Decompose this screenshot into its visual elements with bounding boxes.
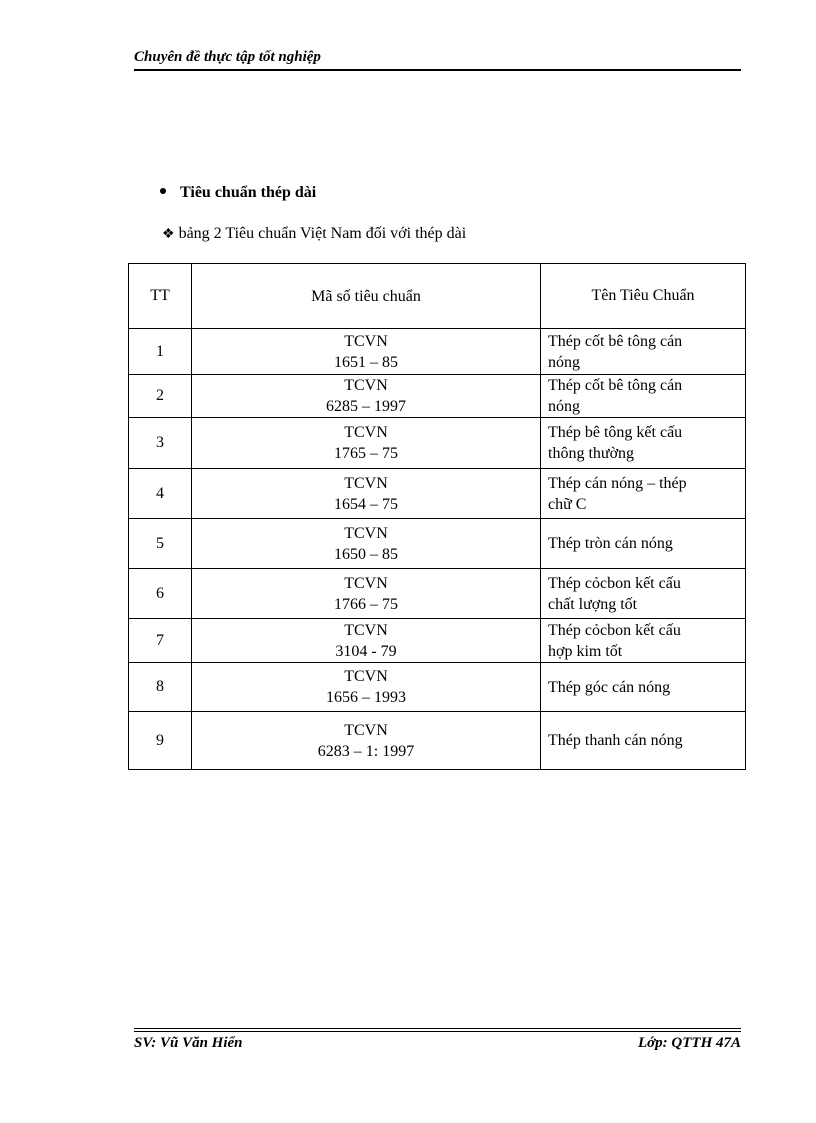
code-prefix: TCVN xyxy=(344,524,388,542)
section-heading xyxy=(160,184,316,202)
header-title: Chuyên đề thực tập tốt nghiệp xyxy=(134,49,321,65)
table-row xyxy=(129,519,746,569)
code-number: 6283 – 1: 1997 xyxy=(317,742,415,760)
row-code xyxy=(192,375,541,418)
name-line: nóng xyxy=(548,398,580,415)
table-row xyxy=(129,663,746,712)
row-code xyxy=(192,712,541,770)
row-tt: 1 xyxy=(129,329,192,375)
page-header xyxy=(134,48,741,66)
row-name xyxy=(541,712,746,770)
table-row xyxy=(129,619,746,663)
code-number: 1656 – 1993 xyxy=(326,689,406,706)
row-code xyxy=(192,329,541,375)
name-line: Thép bê tông kết cấu xyxy=(548,424,683,441)
row-tt: 3 xyxy=(129,418,192,469)
code-number: 1765 – 75 xyxy=(334,445,398,462)
row-name xyxy=(541,569,746,619)
name-line: Thép cốt bê tông cán xyxy=(548,332,683,350)
code-number: 1650 – 85 xyxy=(334,545,398,563)
code-number: 3104 - 79 xyxy=(335,642,397,660)
footer-divider xyxy=(134,1028,741,1029)
code-prefix: TCVN xyxy=(344,668,388,685)
row-tt: 6 xyxy=(129,569,192,619)
code-number: 1766 – 75 xyxy=(334,595,398,613)
name-line: chất lượng tốt xyxy=(548,595,638,613)
code-prefix: TCVN xyxy=(344,424,388,441)
table-caption-text: bảng 2 Tiêu chuẩn Việt Nam đối với thép dài xyxy=(178,225,467,242)
table-caption xyxy=(162,225,466,243)
row-name xyxy=(541,663,746,712)
code-prefix: TCVN xyxy=(344,332,388,350)
name-line: thông thường xyxy=(548,445,635,462)
table-header-row xyxy=(129,264,746,329)
code-prefix: TCVN xyxy=(344,377,388,394)
row-name xyxy=(541,469,746,519)
name-line: Thép góc cán nóng xyxy=(548,678,671,696)
row-name xyxy=(541,375,746,418)
section-heading-text: Tiêu chuẩn thép dài xyxy=(180,184,317,201)
code-prefix: TCVN xyxy=(344,621,388,639)
row-name xyxy=(541,329,746,375)
row-code xyxy=(192,469,541,519)
table-row xyxy=(129,569,746,619)
table-row xyxy=(129,469,746,519)
header-code: Mã số tiêu chuẩn xyxy=(192,264,541,329)
code-prefix: TCVN xyxy=(344,721,388,739)
code-prefix: TCVN xyxy=(344,474,388,492)
code-number: 1651 – 85 xyxy=(334,353,398,371)
name-line: Thép cốt bê tông cán xyxy=(548,377,683,394)
name-line: hợp kim tốt xyxy=(548,642,623,660)
name-line: Thép cỏcbon kết cấu xyxy=(548,621,681,639)
header-name: Tên Tiêu Chuẩn xyxy=(541,264,746,329)
name-line: nóng xyxy=(548,353,580,371)
table-row xyxy=(129,418,746,469)
row-tt: 8 xyxy=(129,663,192,712)
footer-class: Lớp: QTTH 47A xyxy=(637,1035,741,1051)
row-code xyxy=(192,619,541,663)
row-tt: 7 xyxy=(129,619,192,663)
name-line: chữ C xyxy=(548,495,587,513)
row-code xyxy=(192,519,541,569)
row-tt: 4 xyxy=(129,469,192,519)
row-tt: 5 xyxy=(129,519,192,569)
row-tt: 2 xyxy=(129,375,192,418)
row-name xyxy=(541,418,746,469)
row-code xyxy=(192,569,541,619)
row-name xyxy=(541,519,746,569)
code-prefix: TCVN xyxy=(344,574,388,592)
header-divider xyxy=(134,69,741,71)
table-row xyxy=(129,329,746,375)
row-code xyxy=(192,663,541,712)
name-line: Thép thanh cán nóng xyxy=(548,732,683,749)
standards-table xyxy=(128,263,746,770)
diamond-bullet-icon: ❖ xyxy=(162,227,175,242)
name-line: Thép cán nóng – thép xyxy=(548,474,687,492)
name-line: Thép cỏcbon kết cấu xyxy=(548,574,681,592)
row-name xyxy=(541,619,746,663)
row-tt: 9 xyxy=(129,712,192,770)
code-number: 6285 – 1997 xyxy=(326,398,406,415)
name-line: Thép tròn cán nóng xyxy=(548,535,673,552)
footer-student: SV: Vũ Văn Hiển xyxy=(134,1035,243,1051)
code-number: 1654 – 75 xyxy=(334,495,398,513)
table-row xyxy=(129,712,746,770)
header-tt: TT xyxy=(129,264,192,329)
table-row xyxy=(129,375,746,418)
row-code xyxy=(192,418,541,469)
footer-divider xyxy=(134,1031,741,1032)
bullet-icon xyxy=(160,188,166,194)
